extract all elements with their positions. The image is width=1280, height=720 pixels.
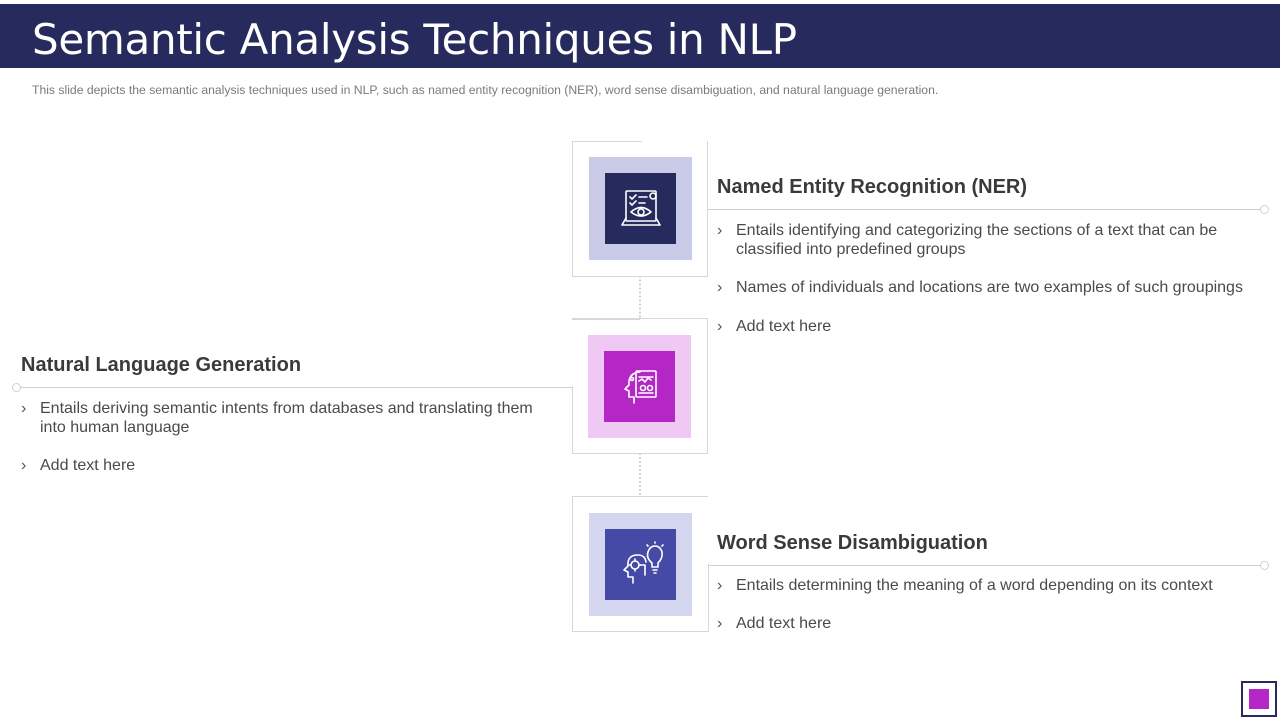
- nlg-heading: Natural Language Generation: [21, 354, 302, 376]
- head-lightbulb-icon: [617, 541, 665, 589]
- corner-logo: [1241, 681, 1277, 717]
- nlg-icon-box: [604, 351, 675, 422]
- wsd-tile: [572, 496, 708, 632]
- corner-logo-square: [1249, 689, 1269, 709]
- wsd-bullet-list: [717, 576, 1257, 633]
- connector-top: [637, 277, 643, 318]
- connector-bottom: [637, 454, 643, 496]
- nlg-bullet: › Add text here: [21, 456, 551, 475]
- ner-divider: [708, 209, 1261, 210]
- ner-icon-box: [605, 173, 676, 244]
- ner-bullet: › Add text here: [717, 317, 1257, 336]
- nlg-tile: [572, 318, 708, 454]
- wsd-divider-dot: [1260, 561, 1269, 570]
- slide-subtitle: This slide depicts the semantic analysis techniques used in NLP, such as named entity recognition (NER), word sense disambiguation, and natural language generation.: [32, 83, 939, 97]
- wsd-divider: [708, 565, 1261, 566]
- wsd-heading: Word Sense Disambiguation: [717, 532, 988, 554]
- nlg-bullet-list: [21, 399, 551, 475]
- ner-bullet: › Entails identifying and categorizing the sections of a text that can be classified into predefined groups: [717, 221, 1257, 259]
- head-document-icon: [616, 363, 664, 411]
- nlg-divider-dot: [12, 383, 21, 392]
- ner-bullet-list: [717, 221, 1257, 336]
- wsd-icon-box: [605, 529, 676, 600]
- nlg-icon-frame: [588, 335, 691, 438]
- ner-bullet: › Names of individuals and locations are two examples of such groupings: [717, 278, 1257, 297]
- ner-tile: [572, 141, 708, 277]
- nlg-bullet: › Entails deriving semantic intents from databases and translating them into human language: [21, 399, 551, 437]
- ner-heading: Named Entity Recognition (NER): [717, 176, 1028, 198]
- nlg-divider: [19, 387, 573, 388]
- wsd-icon-frame: [589, 513, 692, 616]
- eye-document-icon: [617, 185, 665, 233]
- wsd-bullet: › Add text here: [717, 614, 1257, 633]
- wsd-bullet: › Entails determining the meaning of a word depending on its context: [717, 576, 1257, 595]
- ner-icon-frame: [589, 157, 692, 260]
- slide-title: Semantic Analysis Techniques in NLP: [32, 15, 797, 64]
- ner-divider-dot: [1260, 205, 1269, 214]
- title-bar: [0, 4, 1280, 68]
